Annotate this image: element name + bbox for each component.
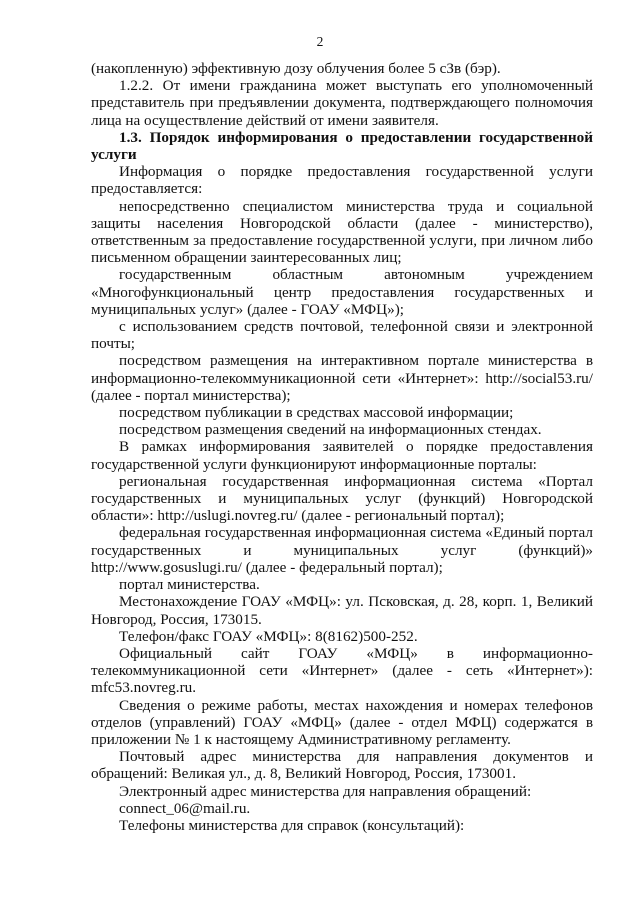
paragraph-16: Официальный сайт ГОАУ «МФЦ» в информационно-телекоммуникационной сети «Интернет» (далее - сеть «Интернет»): mfc53.novreg.ru. — [91, 644, 593, 697]
paragraph-15: Телефон/факс ГОАУ «МФЦ»: 8(8162)500-252. — [119, 627, 418, 645]
paragraph-3: Информация о порядке предоставления государственной услуги предоставляется: — [91, 163, 593, 198]
paragraph-11: региональная государственная информационная система «Портал государственных и муниципальных услуг (функций) Новгородской области»: http://uslugi.novreg.ru/ (далее - региональный портал); — [91, 472, 593, 525]
paragraph-13: портал министерства. — [119, 576, 260, 594]
section-heading: 1.3. Порядок информирования о предоставлении государственной услуги — [91, 128, 593, 164]
paragraph-9: посредством размещения сведений на информационных стендах. — [119, 421, 542, 439]
paragraph-20: connect_06@mail.ru. — [119, 799, 251, 817]
paragraph-8: посредством публикации в средствах массовой информации; — [119, 404, 514, 422]
paragraph-12: федеральная государственная информационная система «Единый портал государственных и муниципальных услуг (функций)» http://www.gosuslugi.ru/ (далее - федеральный портал); — [91, 524, 593, 576]
paragraph-1: (накопленную) эффективную дозу облучения более 5 сЗв (бэр). — [91, 60, 501, 77]
paragraph-4: непосредственно специалистом министерства труда и социальной защиты населения Новгородской области (далее - министерство), ответственным за предоставление государственной услуги, при личном либо письменном обращении заинтересованных лиц; — [91, 197, 593, 267]
paragraph-6: с использованием средств почтовой, телефонной связи и электронной почты; — [91, 318, 593, 353]
paragraph-14: Местонахождение ГОАУ «МФЦ»: ул. Псковская, д. 28, корп. 1, Великий Новгород, Россия, 173015. — [91, 593, 593, 628]
paragraph-5: государственным областным автономным учреждением «Многофункциональный центр предоставления государственных и муниципальных услуг» (далее - ГОАУ «МФЦ»); — [91, 266, 593, 318]
paragraph-21: Телефоны министерства для справок (консультаций): — [119, 816, 465, 834]
document-body — [91, 60, 593, 834]
paragraph-18: Почтовый адрес министерства для направления документов и обращений: Великая ул., д. 8, Великий Новгород, Россия, 173001. — [91, 748, 593, 783]
paragraph-10: В рамках информирования заявителей о порядке предоставления государственной услуги функционируют информационные порталы: — [91, 438, 593, 473]
page-number: 2 — [316, 34, 324, 49]
paragraph-7: посредством размещения на интерактивном портале министерства в информационно-телекоммуникационной сети «Интернет»: http://social53.ru/ (далее - портал министерства); — [91, 352, 593, 404]
paragraph-17: Сведения о режиме работы, местах нахождения и номерах телефонов отделов (управлений) ГОАУ «МФЦ» (далее - отдел МФЦ) содержатся в приложении № 1 к настоящему Административному регламенту. — [91, 696, 593, 748]
paragraph-2: 1.2.2. От имени гражданина может выступать его уполномоченный представитель при предъявлении документа, подтверждающего полномочия лица на осуществление действий от имени заявителя. — [91, 77, 593, 129]
paragraph-19: Электронный адрес министерства для направления обращений: — [119, 782, 532, 800]
